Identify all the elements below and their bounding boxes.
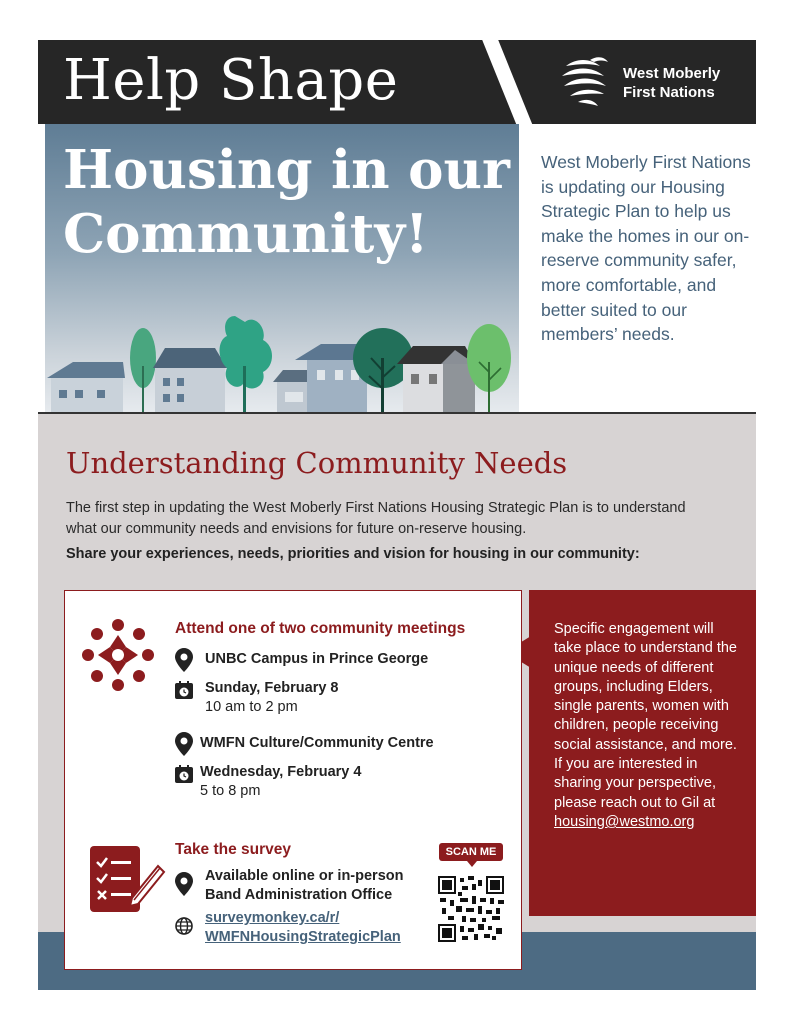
survey-checklist-icon	[88, 842, 166, 914]
meeting-1-location: UNBC Campus in Prince George	[205, 651, 429, 667]
section-body: The first step in updating the West Moberly First Nations Housing Strategic Plan is to understand what our community needs and envisions for future on-reserve housing.	[66, 500, 686, 537]
scan-me-badge: SCAN ME	[439, 843, 503, 861]
meeting-2-location: WMFN Culture/Community Centre	[200, 735, 434, 751]
location-pin-icon	[175, 872, 193, 896]
meeting-1-date: Sunday, February 8	[205, 680, 339, 696]
header-divider	[481, 40, 536, 124]
calendar-clock-icon	[175, 681, 193, 699]
calendar-clock-icon	[175, 765, 193, 783]
survey-link-line1[interactable]: surveymonkey.ca/r/	[205, 910, 340, 926]
org-name-line2: First Nations	[623, 84, 715, 101]
meeting-2-date: Wednesday, February 4	[200, 764, 362, 780]
survey-availability-line2: Band Administration Office	[205, 887, 393, 903]
hero-title-line2: Community!	[63, 203, 429, 265]
section-heading: Understanding Community Needs	[66, 446, 568, 480]
hero-title-line1: Housing in our	[63, 139, 510, 201]
hero-title	[63, 138, 510, 266]
engagement-email-link[interactable]: housing@westmo.org	[554, 813, 695, 830]
intro-paragraph: West Moberly First Nations is updating our Housing Strategic Plan to help us make the homes in our on-reserve community safer, more comfortable, and better suited to our members’ needs.	[541, 152, 751, 345]
meetings-heading: Attend one of two community meetings	[175, 620, 466, 637]
section-cta: Share your experiences, needs, priorities and vision for housing in our community:	[66, 546, 640, 562]
engagement-body: Specific engagement will take place to understand the unique needs of different groups, including Elders, single parents, women with children, people receiving social assistance, and more. If you are interested in sharing your perspective, please reach out to Gil at	[554, 621, 737, 811]
meeting-2-time: 5 to 8 pm	[200, 783, 261, 799]
globe-icon	[175, 917, 193, 935]
survey-availability-line1: Available online or in-person	[205, 868, 404, 884]
header-bar	[38, 40, 756, 124]
org-name	[623, 64, 720, 102]
engagement-text	[554, 620, 744, 832]
houses-illustration	[45, 306, 519, 412]
survey-heading: Take the survey	[175, 841, 292, 858]
location-pin-icon	[175, 732, 193, 756]
qr-code-icon[interactable]	[438, 876, 504, 942]
org-name-line1: West Moberly	[623, 65, 721, 82]
location-pin-icon	[175, 648, 193, 672]
survey-link[interactable]	[205, 909, 401, 947]
hero-banner	[45, 124, 519, 412]
community-circle-icon	[80, 617, 156, 693]
survey-link-line2[interactable]: WMFNHousingStrategicPlan	[205, 929, 401, 945]
header-title: Help Shape	[63, 48, 399, 113]
meeting-1-time: 10 am to 2 pm	[205, 699, 298, 715]
bird-logo-icon	[560, 52, 610, 112]
